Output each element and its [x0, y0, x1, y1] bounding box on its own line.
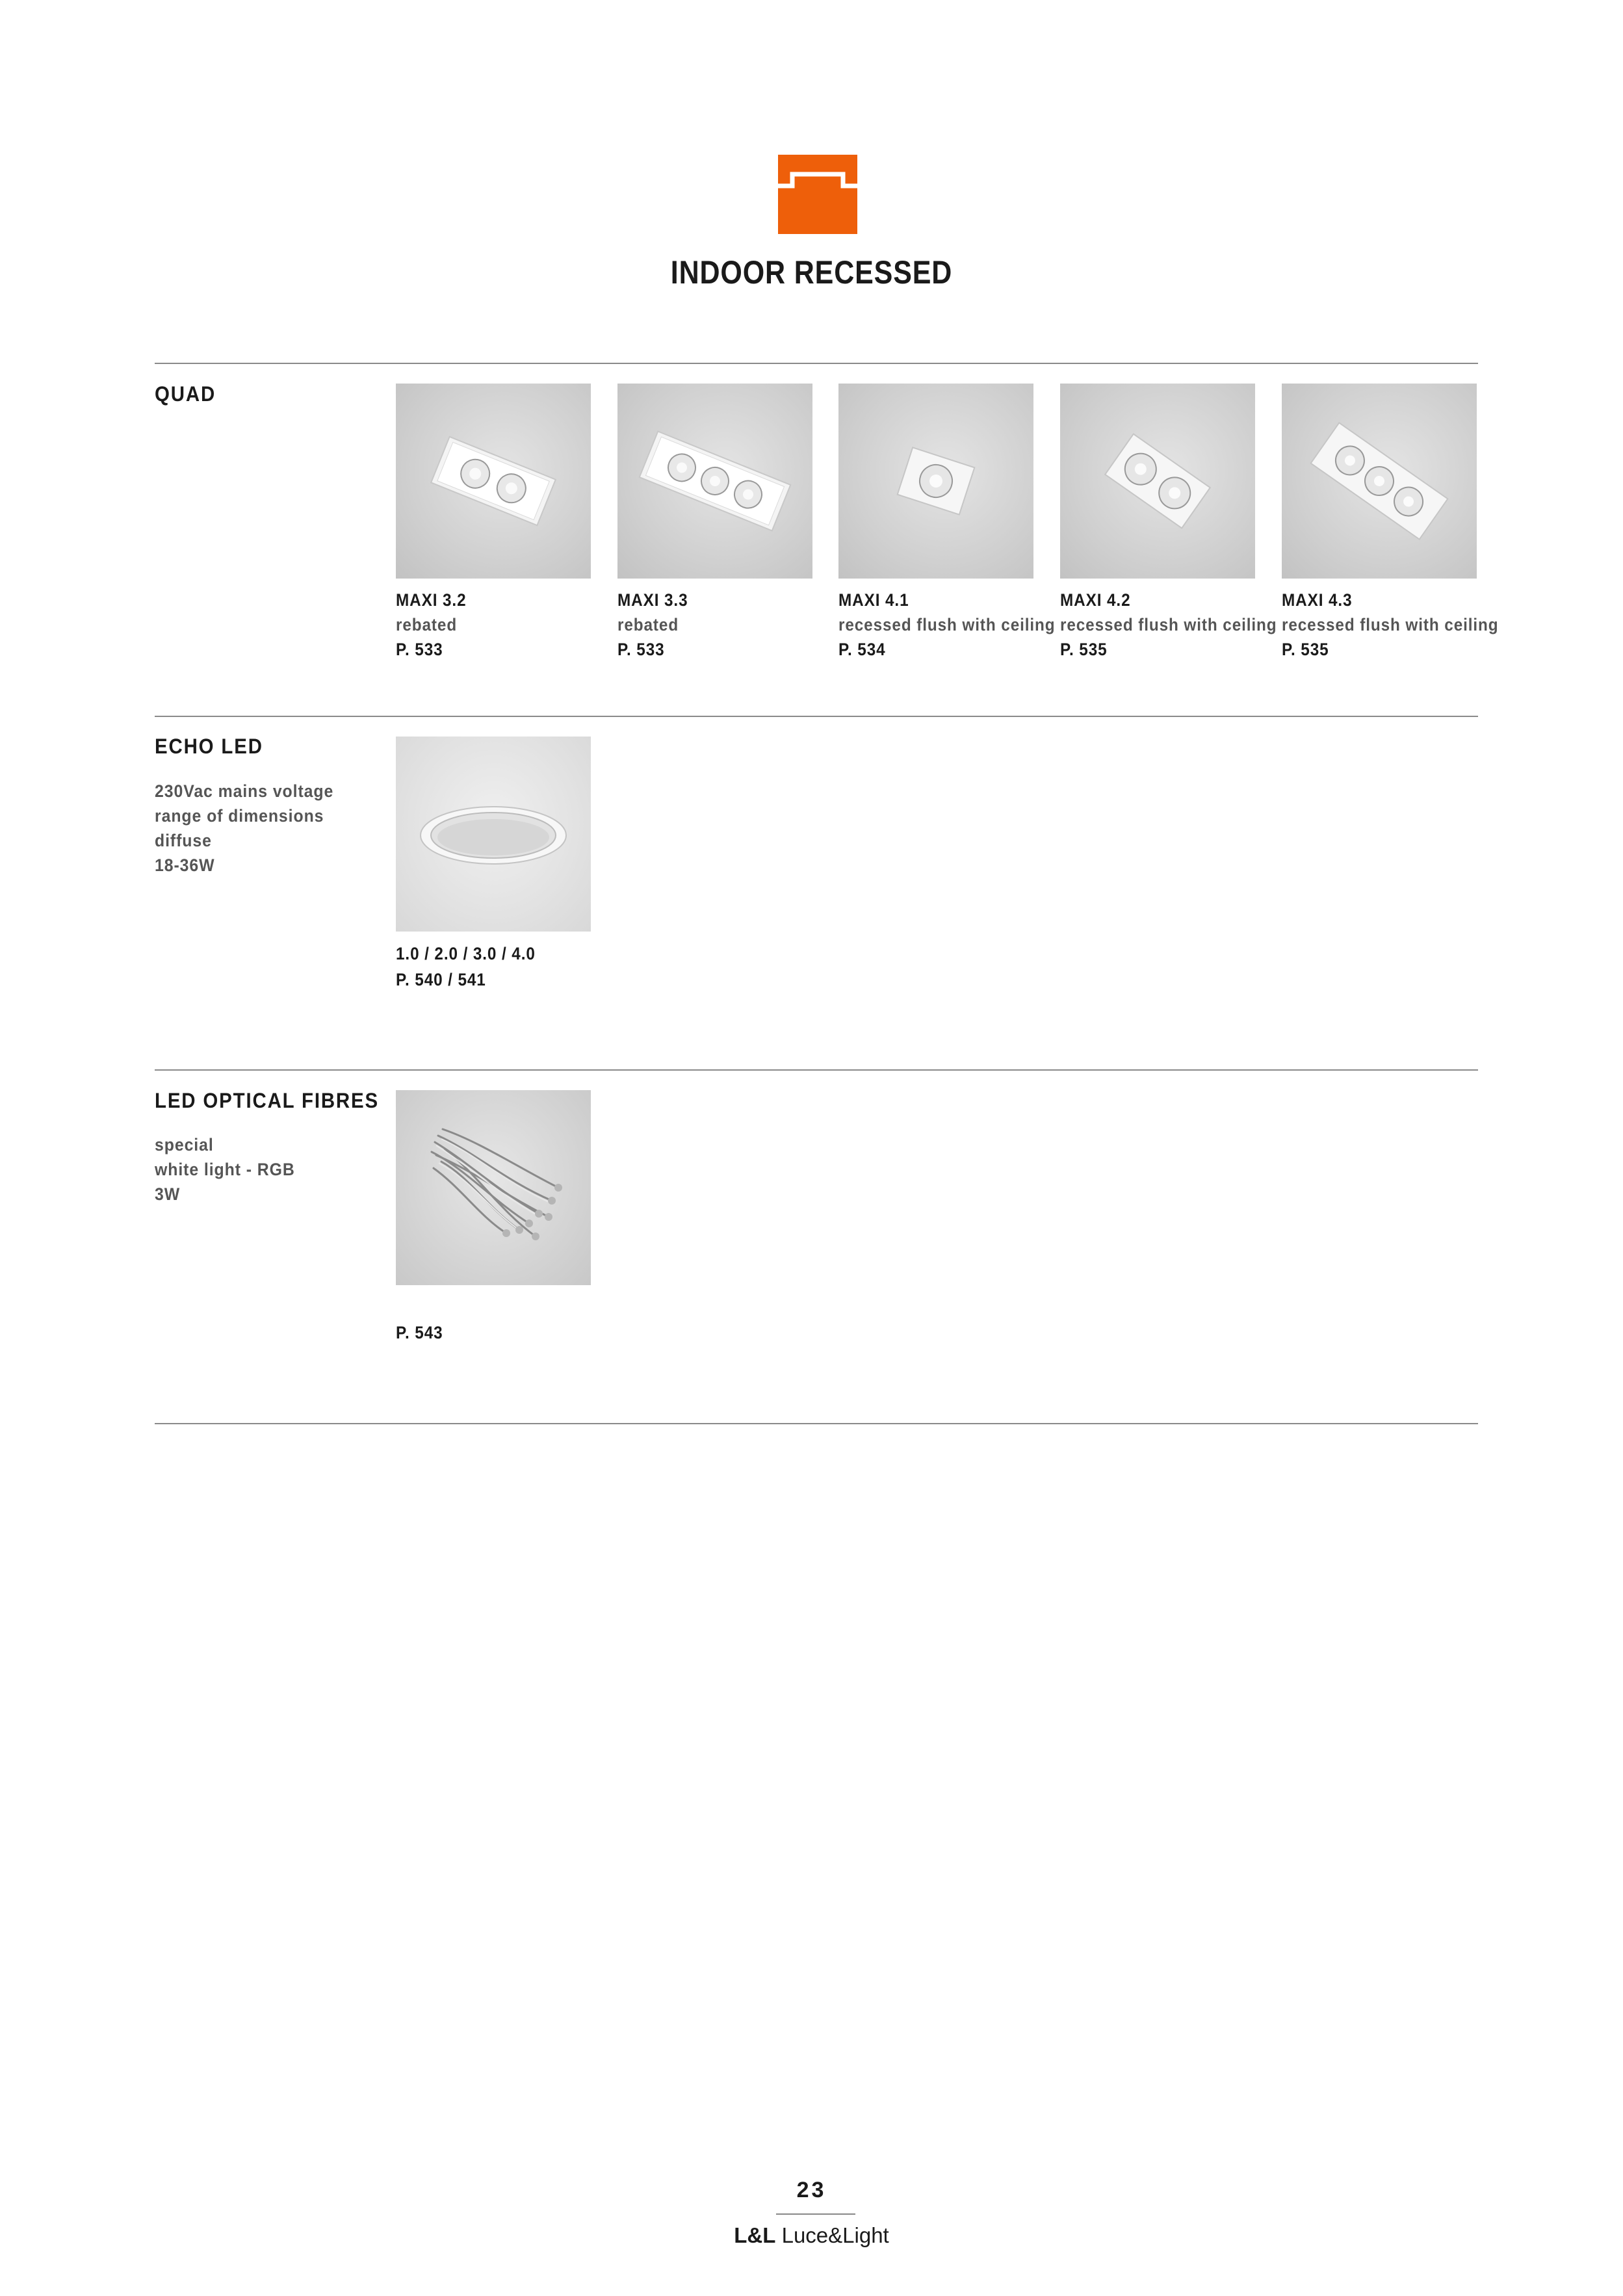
category-spec-line: white light - RGB: [155, 1160, 295, 1179]
triple-spot-trim-image: [617, 384, 812, 579]
single-spot-flush-image: [838, 384, 1033, 579]
category-spec-line: 3W: [155, 1184, 181, 1204]
product-page-ref[interactable]: P. 534: [838, 640, 886, 659]
category-spec-line: special: [155, 1135, 214, 1155]
section-divider: [155, 716, 1478, 717]
page-number: 23: [796, 2178, 827, 2202]
brand-logo-name: Luce&Light: [775, 2223, 889, 2247]
product-image-maxi-4-2[interactable]: [1060, 384, 1255, 579]
product-image-led-optical-fibres[interactable]: [396, 1090, 591, 1285]
category-description: [155, 779, 333, 878]
product-caption: [396, 1320, 443, 1346]
category-spec-line: 18-36W: [155, 855, 215, 875]
product-name: MAXI 4.3: [1282, 590, 1353, 610]
round-downlight-image: [396, 737, 591, 932]
page-title: INDOOR RECESSED: [670, 254, 953, 291]
product-page-ref[interactable]: P. 543: [396, 1323, 443, 1342]
category-spec-line: range of dimensions: [155, 806, 324, 826]
product-name: 1.0 / 2.0 / 3.0 / 4.0: [396, 944, 536, 963]
brand-logo: [0, 2223, 1623, 2248]
category-spec-line: diffuse: [155, 831, 212, 850]
product-page-ref[interactable]: P. 535: [1282, 640, 1329, 659]
product-description: rebated: [396, 615, 458, 634]
product-image-maxi-3-2[interactable]: [396, 384, 591, 579]
triple-spot-flush-image: [1282, 384, 1477, 579]
product-page-ref[interactable]: P. 533: [617, 640, 665, 659]
product-page-ref[interactable]: P. 535: [1060, 640, 1108, 659]
footer-divider: [776, 2213, 855, 2215]
product-image-maxi-4-1[interactable]: [838, 384, 1033, 579]
product-image-echo-led[interactable]: [396, 737, 591, 932]
section-divider: [155, 1423, 1478, 1424]
product-caption: [617, 587, 688, 662]
product-page-ref[interactable]: P. 540 / 541: [396, 970, 486, 989]
product-caption: [1060, 587, 1277, 662]
section-divider: [155, 1069, 1478, 1071]
product-name: MAXI 4.1: [838, 590, 909, 610]
product-caption: [1282, 587, 1499, 662]
product-description: recessed flush with ceiling: [838, 615, 1056, 634]
category-title-quad: QUAD: [155, 382, 216, 406]
product-name: MAXI 4.2: [1060, 590, 1131, 610]
product-image-maxi-4-3[interactable]: [1282, 384, 1477, 579]
product-image-maxi-3-3[interactable]: [617, 384, 812, 579]
product-description: recessed flush with ceiling: [1060, 615, 1277, 634]
category-spec-line: 230Vac mains voltage: [155, 781, 334, 801]
twin-spot-trim-image: [396, 384, 591, 579]
category-title-led-optical-fibres: LED OPTICAL FIBRES: [155, 1089, 379, 1112]
indoor-recessed-category-icon: [778, 155, 857, 234]
product-name: MAXI 3.2: [396, 590, 467, 610]
product-page-ref[interactable]: P. 533: [396, 640, 443, 659]
category-title-echo-led: ECHO LED: [155, 735, 263, 758]
category-description: [155, 1132, 295, 1207]
product-caption: [396, 941, 536, 993]
section-divider: [155, 363, 1478, 364]
product-caption: [838, 587, 1056, 662]
product-description: recessed flush with ceiling: [1282, 615, 1499, 634]
product-name: MAXI 3.3: [617, 590, 688, 610]
twin-spot-flush-image: [1060, 384, 1255, 579]
product-description: rebated: [617, 615, 679, 634]
fibre-bundle-image: [396, 1090, 591, 1285]
product-caption: [396, 587, 466, 662]
brand-logo-bold: L&L: [734, 2223, 776, 2247]
